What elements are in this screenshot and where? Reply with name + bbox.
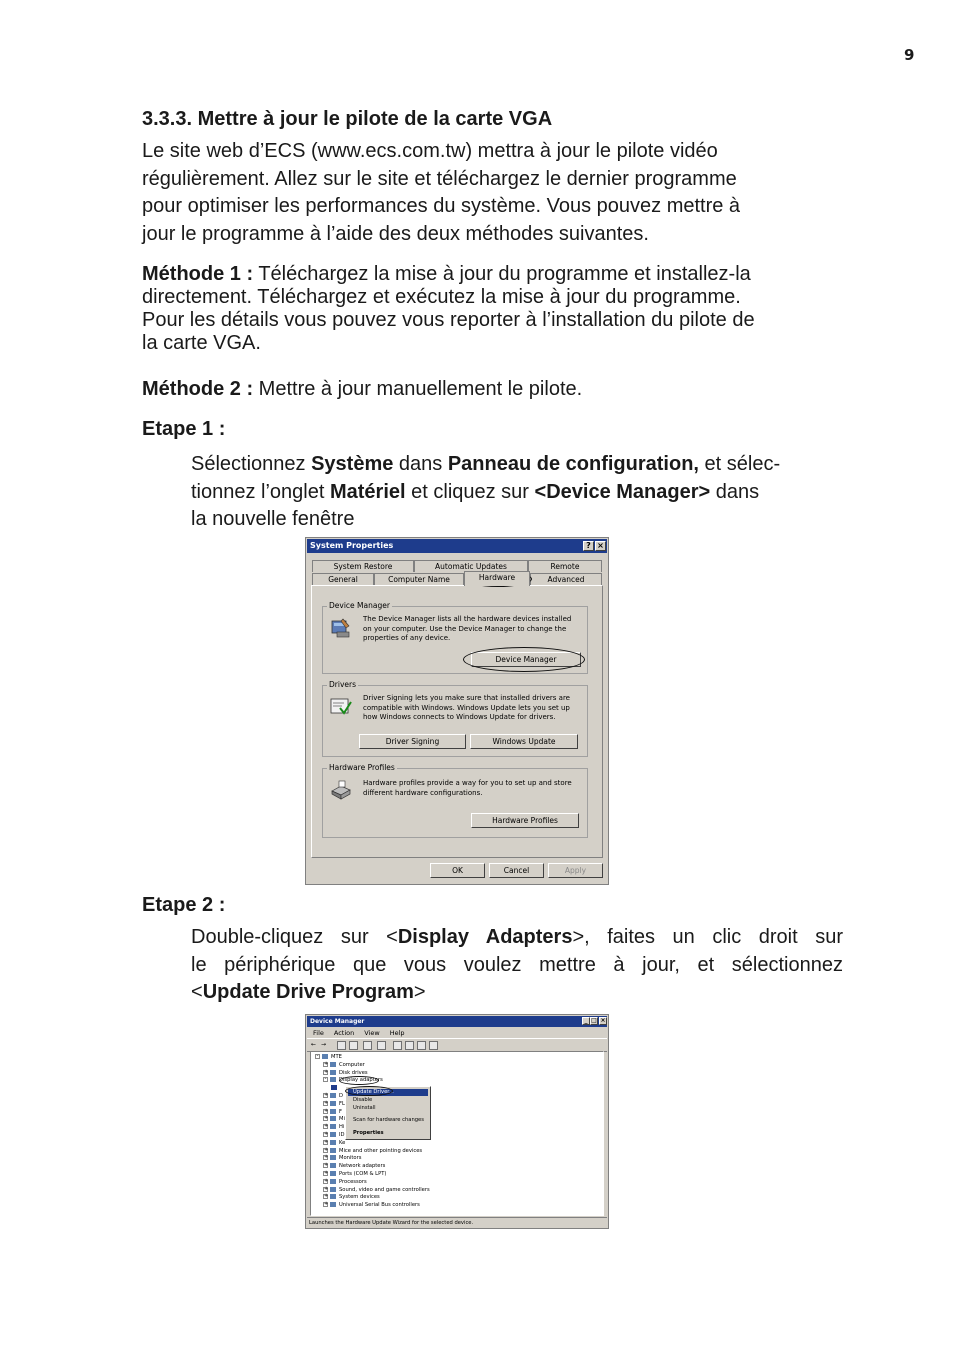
status-text: Launches the Hardware Update Wizard for the selected device.	[309, 1220, 474, 1226]
tree-item[interactable]: + Hi	[324, 1123, 345, 1131]
expand-icon[interactable]: +	[324, 1154, 329, 1161]
device-icon	[330, 1194, 336, 1199]
device-manager-description: The Device Manager lists all the hardware devices installed on your computer. Use the Device Manager to change the properties of any device.	[363, 615, 572, 642]
tab-automatic-updates[interactable]: Automatic Updates	[414, 560, 528, 572]
device-icon	[330, 1093, 336, 1098]
method1-line: la carte VGA.	[142, 332, 261, 354]
device-icon	[330, 1101, 336, 1106]
step2-text: Double-cliquez sur <Display Adapters>, faites un clic droit sur le périphérique que vous voulez mettre à jour, et sélectionnez <Update Drive Program>	[191, 926, 843, 1003]
method2-text: Mettre à jour manuellement le pilote.	[253, 378, 583, 400]
drivers-description: Driver Signing lets you make sure that installed drivers are compatible with Windows. Windows Update lets you set up how Windows connects to Windows Update for drivers.	[363, 694, 570, 721]
menu-properties[interactable]: Properties	[353, 1130, 384, 1136]
tab-remote[interactable]: Remote	[528, 560, 602, 572]
device-manager-icon	[329, 617, 353, 639]
display-adapters-highlight	[339, 1076, 379, 1085]
uninstall-icon[interactable]	[429, 1041, 438, 1050]
intro-line: régulièrement. Allez sur le site et téléchargez le dernier programme	[142, 167, 737, 190]
tree-item[interactable]: + Monitors	[324, 1154, 362, 1162]
menu-action[interactable]: Action	[333, 1029, 355, 1037]
tree-item[interactable]: - MTE	[316, 1053, 342, 1060]
tree-item[interactable]: + D	[324, 1091, 343, 1099]
system-properties-titlebar	[307, 539, 607, 553]
device-manager-group-label: Device Manager	[329, 601, 390, 610]
method1-line: Pour les détails vous pouvez vous reporter à l’installation du pilote de	[142, 309, 755, 331]
toolbar	[307, 1038, 607, 1052]
device-icon	[330, 1171, 336, 1176]
expand-icon[interactable]: +	[324, 1162, 329, 1169]
device-icon	[330, 1202, 336, 1207]
tree-item[interactable]: + Processors	[324, 1177, 367, 1185]
section-heading: 3.3.3. Mettre à jour le pilote de la carte VGA	[142, 108, 553, 130]
page-number: 9	[904, 46, 915, 64]
intro-line: pour optimiser les performances du système. Vous pouvez mettre à	[142, 195, 741, 217]
expand-icon[interactable]: +	[324, 1130, 329, 1137]
expand-icon[interactable]: +	[324, 1123, 329, 1130]
tab-panel	[311, 585, 603, 858]
expand-icon[interactable]: +	[324, 1169, 329, 1176]
hardware-profiles-icon	[329, 779, 353, 801]
device-manager-button-highlight	[463, 647, 585, 672]
drivers-group-label: Drivers	[329, 680, 356, 689]
device-icon	[330, 1132, 336, 1137]
tree-item[interactable]: + Ke	[324, 1138, 346, 1146]
device-icon	[330, 1140, 336, 1145]
minimize-button[interactable]: _	[582, 1017, 590, 1025]
device-icon	[330, 1155, 336, 1160]
tab-computer-name[interactable]: Computer Name	[374, 573, 464, 585]
display-device-icon	[331, 1085, 337, 1090]
drivers-group	[322, 680, 588, 757]
device-manager-screenshot	[305, 1014, 609, 1229]
expand-icon[interactable]: +	[324, 1177, 329, 1184]
driver-signing-icon	[329, 696, 353, 718]
device-manager-titlebar	[307, 1016, 607, 1027]
tree-item[interactable]: + Mice and other pointing devices	[324, 1146, 423, 1154]
device-icon	[330, 1062, 336, 1067]
expand-icon[interactable]: +	[324, 1146, 329, 1153]
tree-item[interactable]: + ID	[324, 1130, 345, 1138]
menu-uninstall[interactable]: Uninstall	[353, 1105, 376, 1111]
menu-file[interactable]: File	[313, 1029, 324, 1037]
window-title: Device Manager	[310, 1018, 365, 1025]
update-driver-icon[interactable]	[405, 1041, 414, 1050]
tree-item[interactable]: + System devices	[324, 1193, 380, 1201]
tree-item[interactable]: + F	[324, 1107, 342, 1115]
tree-item[interactable]: + Mi	[324, 1115, 345, 1123]
tree-item-display-adapters[interactable]: - Display adapters	[324, 1076, 383, 1084]
expand-icon[interactable]: +	[324, 1107, 329, 1114]
computer-icon[interactable]	[349, 1041, 358, 1050]
collapse-icon[interactable]: -	[324, 1076, 327, 1083]
method1-paragraph	[142, 263, 842, 355]
device-tree-pane	[310, 1051, 604, 1216]
maximize-button[interactable]: □	[591, 1017, 597, 1024]
tree-item[interactable]: + FL	[324, 1099, 345, 1107]
method2-label: Méthode 2 :	[142, 378, 254, 400]
close-button[interactable]: ×	[595, 541, 606, 551]
tree-item[interactable]: + Disk drives	[324, 1068, 368, 1076]
device-icon	[330, 1124, 336, 1129]
device-icon	[330, 1109, 336, 1114]
driver-signing-button[interactable]: Driver Signing	[359, 734, 466, 749]
step1-text: Sélectionnez Système dans Panneau de configuration, et sélec- tionnez l’onglet Matériel et cliquez sur <Device Manager> dans la nouvelle fenêtre	[191, 453, 781, 530]
forward-icon[interactable]: →	[321, 1041, 327, 1048]
intro-line: Le site web d’ECS (www.ecs.com.tw) mettra à jour le pilote vidéo	[142, 140, 718, 162]
method2-paragraph	[142, 376, 842, 404]
disable-icon[interactable]	[417, 1041, 426, 1050]
close-button[interactable]: ×	[600, 1017, 606, 1024]
hardware-profiles-description: Hardware profiles provide a way for you to set up and store different hardware configurations.	[363, 779, 572, 797]
device-icon	[330, 1148, 336, 1153]
device-icon	[330, 1116, 336, 1121]
expand-icon[interactable]: +	[324, 1193, 329, 1200]
hardware-profiles-group-label: Hardware Profiles	[329, 763, 395, 772]
expand-icon[interactable]: +	[324, 1091, 329, 1098]
menu-scan-hardware[interactable]: Scan for hardware changes	[353, 1117, 424, 1123]
intro-paragraph	[142, 138, 842, 248]
window-title: System Properties	[310, 541, 394, 550]
device-icon	[330, 1070, 336, 1075]
tree-item[interactable]: + Universal Serial Bus controllers	[324, 1201, 420, 1209]
device-icon	[330, 1187, 336, 1192]
tab-general[interactable]: General	[312, 573, 374, 585]
tree-item[interactable]: + Ports (COM & LPT)	[324, 1169, 387, 1177]
tab-system-restore[interactable]: System Restore	[312, 560, 414, 572]
tree-item[interactable]: + Computer	[324, 1060, 365, 1068]
tab-hardware[interactable]: Hardware	[464, 571, 530, 586]
view-icon[interactable]	[377, 1041, 386, 1050]
method1-label: Méthode 1 :	[142, 263, 254, 285]
expand-icon[interactable]: +	[324, 1115, 329, 1122]
menu-help[interactable]: Help	[389, 1029, 405, 1037]
expand-icon[interactable]: +	[324, 1099, 329, 1106]
ok-button[interactable]: OK	[430, 863, 485, 878]
help-button[interactable]: ?	[583, 541, 594, 551]
device-icon	[330, 1179, 336, 1184]
device-icon	[330, 1163, 336, 1168]
tree-item[interactable]: + Sound, video and game controllers	[324, 1185, 430, 1193]
status-bar	[307, 1217, 607, 1227]
expand-icon[interactable]: +	[324, 1201, 329, 1208]
intro-line: jour le programme à l’aide des deux méthodes suivantes.	[142, 222, 649, 245]
device-manager-group	[322, 601, 588, 674]
computer-icon	[322, 1054, 328, 1059]
expand-icon[interactable]: +	[324, 1185, 329, 1192]
menu-view[interactable]: View	[364, 1029, 380, 1037]
windows-update-button[interactable]: Windows Update	[470, 734, 578, 749]
hardware-profiles-button[interactable]: Hardware Profiles	[471, 813, 579, 828]
cancel-button[interactable]: Cancel	[489, 863, 544, 878]
tab-advanced[interactable]: Advanced	[530, 573, 602, 585]
scan-icon[interactable]	[393, 1041, 402, 1050]
display-adapter-icon	[330, 1077, 336, 1082]
apply-button[interactable]: Apply	[548, 863, 603, 878]
step2-label: Etape 2 :	[142, 894, 226, 916]
expand-icon[interactable]: +	[324, 1068, 329, 1075]
system-properties-screenshot	[305, 537, 609, 885]
hardware-profiles-group	[322, 763, 588, 838]
method1-line: directement. Téléchargez et exécutez la mise à jour du programme.	[142, 286, 741, 308]
tree-item[interactable]: + Network adapters	[324, 1162, 386, 1170]
method1-line: Téléchargez la mise à jour du programme et installez-la	[253, 263, 751, 285]
properties-icon[interactable]	[337, 1041, 346, 1050]
update-driver-highlight	[345, 1086, 393, 1096]
menu-update-driver[interactable]: Update Driver...	[348, 1089, 428, 1096]
step1-label: Etape 1 :	[142, 418, 226, 440]
menu-disable[interactable]: Disable	[353, 1097, 373, 1103]
help-icon[interactable]	[363, 1041, 372, 1050]
expand-icon[interactable]: +	[324, 1060, 329, 1067]
collapse-icon[interactable]: -	[316, 1053, 319, 1059]
device-manager-button[interactable]: Device Manager	[471, 652, 581, 667]
expand-icon[interactable]: +	[324, 1138, 329, 1145]
back-icon[interactable]: ←	[311, 1041, 317, 1048]
